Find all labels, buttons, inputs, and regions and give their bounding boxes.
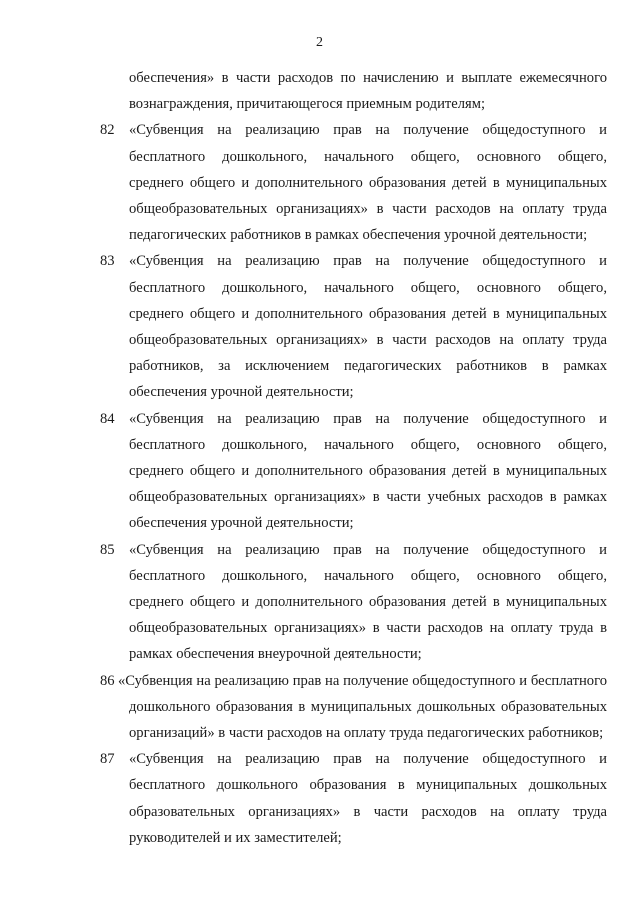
text-line: среднего общего и дополнительного образования детей в муниципальных bbox=[129, 305, 607, 322]
item-number: 87 bbox=[100, 751, 115, 768]
text-line: вознаграждения, причитающегося приемным родителям; bbox=[129, 96, 486, 113]
text-line: бесплатного дошкольного, начального общего, основного общего, bbox=[129, 567, 607, 584]
text-line: среднего общего и дополнительного образования детей в муниципальных bbox=[129, 593, 607, 610]
text-line: рамках обеспечения внеурочной деятельности; bbox=[129, 646, 422, 663]
text-line: дошкольного образования в муниципальных дошкольных образовательных bbox=[129, 698, 607, 715]
text-line: «Субвенция на реализацию прав на получение общедоступного и bbox=[129, 122, 607, 139]
text-line: обеспечения урочной деятельности; bbox=[129, 384, 354, 401]
page-number: 2 bbox=[316, 35, 323, 50]
text-line: организаций» в части расходов на оплату труда педагогических работников; bbox=[129, 724, 604, 741]
text-line: общеобразовательных организациях» в части учебных расходов в рамках bbox=[129, 489, 607, 506]
text-line: среднего общего и дополнительного образования детей в муниципальных bbox=[129, 174, 607, 191]
text-line: «Субвенция на реализацию прав на получение общедоступного и bbox=[129, 541, 607, 558]
text-line: «Субвенция на реализацию прав на получение общедоступного и bbox=[129, 253, 607, 270]
item-number: 82 bbox=[100, 122, 115, 139]
text-line: работников, за исключением педагогических работников в рамках bbox=[129, 358, 607, 375]
text-line: обеспечения» в части расходов по начислению и выплате ежемесячного bbox=[129, 70, 607, 86]
text-line: бесплатного дошкольного образования в муниципальных дошкольных bbox=[129, 777, 607, 794]
text-line: общеобразовательных организациях» в части расходов на оплату труда bbox=[129, 331, 607, 348]
text-line: бесплатного дошкольного, начального общего, основного общего, bbox=[129, 436, 607, 453]
text-line: общеобразовательных организациях» в части расходов на оплату труда в bbox=[129, 620, 607, 637]
text-line: «Субвенция на реализацию прав на получение общедоступного и bbox=[129, 751, 607, 768]
text-line: общеобразовательных организациях» в части расходов на оплату труда bbox=[129, 200, 607, 217]
text-line: руководителей и их заместителей; bbox=[129, 829, 342, 846]
item-number: 85 bbox=[100, 541, 115, 558]
item-number: 86 bbox=[100, 672, 115, 689]
text-line: педагогических работников в рамках обеспечения урочной деятельности; bbox=[129, 227, 588, 244]
item-number: 84 bbox=[100, 410, 115, 427]
text-line: «Субвенция на реализацию прав на получение общедоступного и бесплатного bbox=[118, 672, 607, 689]
text-line: образовательных организациях» в части расходов на оплату труда bbox=[129, 803, 607, 820]
text-line: среднего общего и дополнительного образования детей в муниципальных bbox=[129, 462, 607, 479]
text-line: бесплатного дошкольного, начального общего, основного общего, bbox=[129, 279, 607, 296]
text-line: бесплатного дошкольного, начального общего, основного общего, bbox=[129, 148, 607, 165]
text-line: обеспечения урочной деятельности; bbox=[129, 515, 354, 532]
text-line: «Субвенция на реализацию прав на получение общедоступного и bbox=[129, 410, 607, 427]
item-number: 83 bbox=[100, 253, 115, 270]
